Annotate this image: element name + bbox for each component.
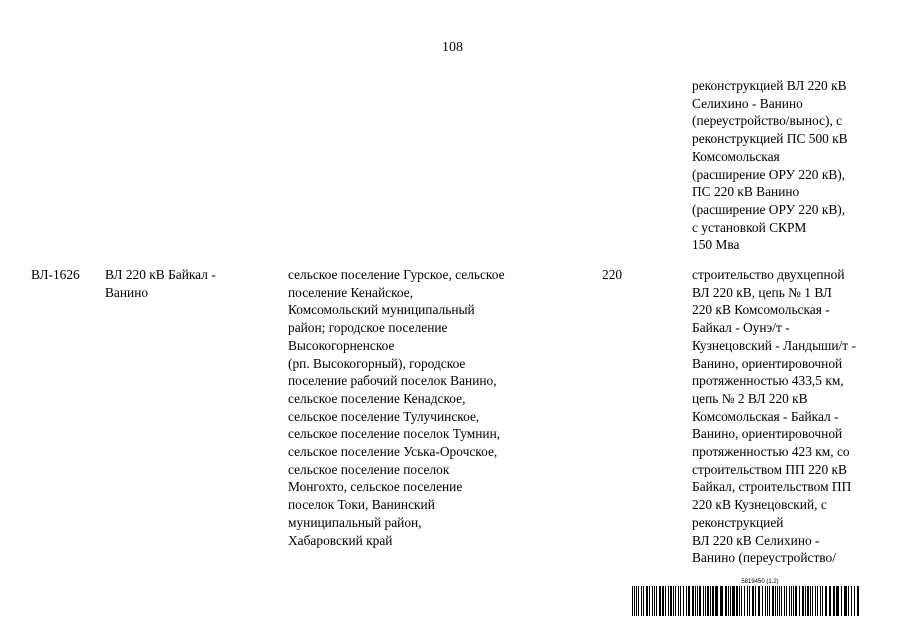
barcode-bar xyxy=(641,586,642,616)
barcode-bar xyxy=(634,586,635,616)
barcode-bar xyxy=(805,586,806,616)
barcode-bar xyxy=(772,586,774,616)
barcode-bar xyxy=(692,586,694,616)
barcode-bar xyxy=(683,586,684,616)
barcode-bar xyxy=(712,586,714,616)
barcode xyxy=(630,578,860,616)
barcode-bar xyxy=(646,586,648,616)
barcode-bar xyxy=(632,586,633,616)
barcode-bar xyxy=(715,586,718,616)
barcode-bar xyxy=(686,586,687,616)
barcode-bar xyxy=(747,586,748,616)
barcode-bar xyxy=(848,586,849,616)
barcode-bar xyxy=(652,586,653,616)
barcode-bar xyxy=(795,586,797,616)
barcode-bar xyxy=(769,586,770,616)
barcode-bar xyxy=(736,586,738,616)
previous-row-description: реконструкцией ВЛ 220 кВ Селихино - Ванино (переустройство/вынос), с реконструкцией ПС 500 кВ Комсомольская (расширение ОРУ 220 кВ), ПС 220 кВ Ванино (расширение ОРУ 220 кВ), с установкой СКРМ 150 Мва xyxy=(692,78,848,253)
barcode-bar xyxy=(812,586,813,616)
barcode-bar xyxy=(675,586,676,616)
page-number: 108 xyxy=(442,40,463,55)
barcode-bar xyxy=(680,586,681,616)
barcode-bar xyxy=(822,586,823,616)
barcode-bar xyxy=(732,586,735,616)
barcode-bar xyxy=(854,586,855,616)
barcode-bar xyxy=(752,586,754,616)
barcode-bar xyxy=(781,586,782,616)
barcode-bar xyxy=(777,586,778,616)
barcode-bar xyxy=(656,586,657,616)
barcode-bar xyxy=(765,586,766,616)
barcode-bar xyxy=(649,586,650,616)
barcode-bar xyxy=(767,586,768,616)
barcode-bar xyxy=(762,586,763,616)
barcode-bar xyxy=(817,586,818,616)
barcode-bar xyxy=(793,586,794,616)
barcode-bar xyxy=(784,586,785,616)
barcode-bar xyxy=(820,586,821,616)
barcode-bar xyxy=(807,586,809,616)
barcode-bar xyxy=(802,586,804,616)
barcode-bar xyxy=(730,586,731,616)
barcode-bar xyxy=(707,586,709,616)
barcode-bar xyxy=(710,586,711,616)
barcode-bar xyxy=(833,586,835,616)
barcode-bar xyxy=(659,586,661,616)
barcode-bar xyxy=(697,586,698,616)
barcode-bar xyxy=(668,586,669,616)
barcode-bar xyxy=(749,586,750,616)
barcode-bar xyxy=(673,586,674,616)
barcode-bar xyxy=(825,586,827,616)
barcode-bar xyxy=(758,586,760,616)
barcode-icon xyxy=(630,586,860,616)
row-code: ВЛ-1626 xyxy=(31,267,80,282)
barcode-bar xyxy=(810,586,811,616)
barcode-bar xyxy=(775,586,776,616)
barcode-bar xyxy=(703,586,704,616)
barcode-bar xyxy=(755,586,756,616)
row-location: сельское поселение Гурское, сельское поселение Кенайское, Комсомольский муниципальный район; городское поселение Высокогорненское (рп. Высокогорный), городское поселение рабочий поселок Ванино, сельское поселение Кенадское, сельское поселение Тулучинское, сельское поселение поселок Тумнин, сельское поселение Уська-Орочское, сельское поселение поселок Монгохто, сельское поселение поселок Токи, Ванинский муниципальный район, Хабаровский край xyxy=(288,267,505,548)
barcode-bar xyxy=(699,586,701,616)
barcode-bar xyxy=(841,586,842,616)
barcode-bar xyxy=(728,586,729,616)
barcode-bar xyxy=(725,586,727,616)
barcode-bar xyxy=(670,586,672,616)
barcode-bar xyxy=(851,586,852,616)
barcode-bar xyxy=(695,586,696,616)
barcode-bar xyxy=(643,586,644,616)
barcode-bar xyxy=(741,586,742,616)
barcode-bar xyxy=(791,586,792,616)
barcode-bar xyxy=(789,586,790,616)
row-voltage: 220 xyxy=(602,267,623,282)
barcode-caption: 5819450 (1.2) xyxy=(741,579,779,585)
barcode-bar xyxy=(739,586,740,616)
barcode-bar xyxy=(665,586,666,616)
barcode-bar xyxy=(636,586,637,616)
barcode-bar xyxy=(836,586,839,616)
barcode-bar xyxy=(654,586,655,616)
barcode-bar xyxy=(829,586,831,616)
barcode-bar xyxy=(779,586,780,616)
barcode-bar xyxy=(662,586,664,616)
barcode-bar xyxy=(688,586,690,616)
barcode-bar xyxy=(678,586,679,616)
barcode-bar xyxy=(844,586,847,616)
barcode-bar xyxy=(638,586,639,616)
barcode-bar xyxy=(799,586,800,616)
row-name: ВЛ 220 кВ Байкал - Ванино xyxy=(105,267,216,300)
barcode-bar xyxy=(815,586,816,616)
row-description: строительство двухцепной ВЛ 220 кВ, цепь № 1 ВЛ 220 кВ Комсомольская - Байкал - Оунэ/т - Кузнецовский - Ландыши/т - Ванино, ориентировочной протяженностью 433,5 км, цепь № 2 ВЛ 220 кВ Комсомольская - Байкал - Ванино, ориентировочной протяженностью 423 км, со строительством ПП 220 кВ Байкал, строительством ПП 220 кВ Кузнецовский, с реконструкцией ВЛ 220 кВ Селихино - Ванино (переустройство/ xyxy=(692,267,856,566)
barcode-bar xyxy=(744,586,745,616)
barcode-bar xyxy=(857,586,859,616)
barcode-bar xyxy=(786,586,787,616)
barcode-bar xyxy=(705,586,706,616)
barcode-bar xyxy=(720,586,723,616)
